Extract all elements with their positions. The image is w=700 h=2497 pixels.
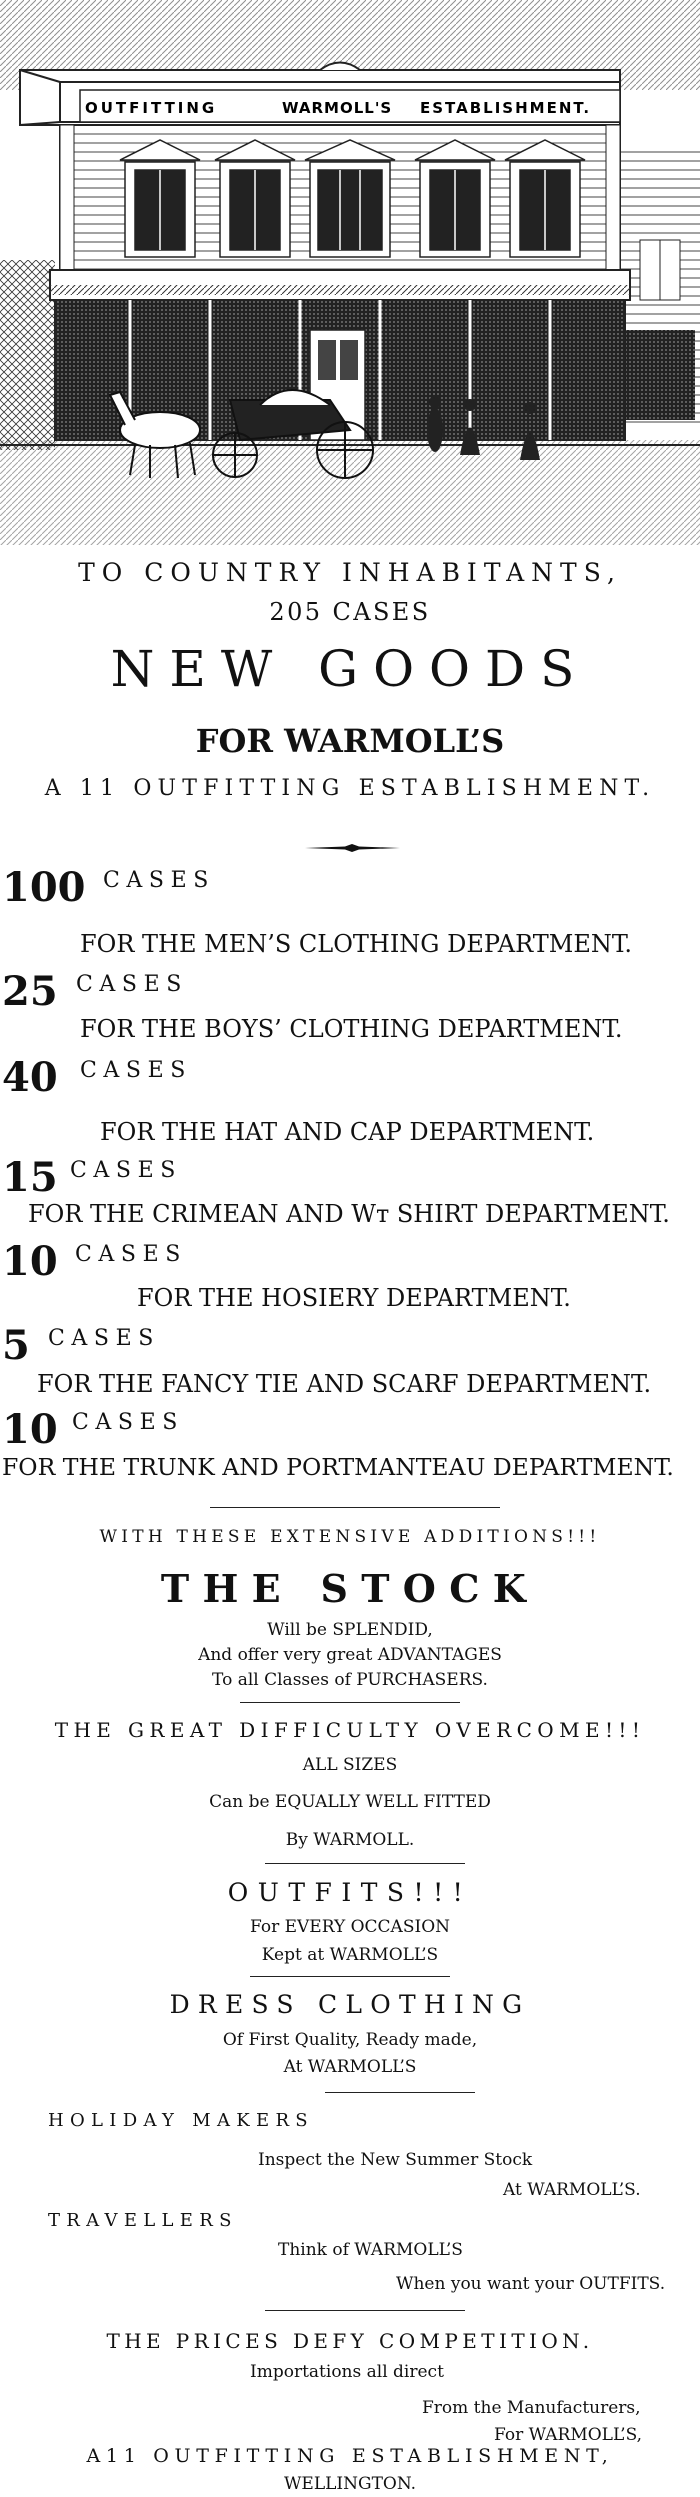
difficulty-line-3: By WARMOLL. [285,1830,415,1850]
outfits-line-2: Kept at WARMOLL’S [261,1945,439,1965]
divider-rule [265,1863,465,1864]
dept-unit: CASES [70,1158,182,1183]
difficulty-title: THE GREAT DIFFICULTY OVERCOME!!! [54,1718,646,1742]
dept-number: 100 [2,864,86,911]
difficulty-line-2: Can be EQUALLY WELL FITTED [209,1792,491,1812]
dept-number: 10 [2,1406,58,1453]
signboard-text-3: ESTABLISHMENT. [420,99,592,117]
dept-text: FOR THE MEN’S CLOTHING DEPARTMENT. [80,930,632,958]
footer-title: THE PRICES DEFY COMPETITION. [106,2329,594,2353]
footer-line-5: WELLINGTON. [283,2474,417,2494]
dept-number: 15 [2,1154,58,1201]
divider-rule [265,2310,465,2311]
dept-unit: CASES [103,868,215,893]
holiday-title: HOLIDAY MAKERS [48,2110,314,2131]
stock-line-2: And offer very great ADVANTAGES [198,1645,502,1665]
dept-unit: CASES [80,1058,192,1083]
divider-rule [250,1976,450,1977]
travellers-line-2: When you want your OUTFITS. [396,2274,666,2294]
difficulty-line-1: ALL SIZES [302,1755,398,1775]
dept-unit: CASES [72,1410,184,1435]
signboard-text-1: OUTFITTING [85,99,218,117]
heading-for-warmolls: FOR WARMOLL’S [195,722,505,760]
dept-text: FOR THE HOSIERY DEPARTMENT. [137,1284,571,1312]
dept-text: FOR THE CRIMEAN AND Wт SHIRT DEPARTMENT. [28,1200,670,1228]
dept-text: FOR THE FANCY TIE AND SCARF DEPARTMENT. [37,1370,652,1398]
travellers-line-1: Think of WARMOLL’S [278,2240,463,2260]
divider-rule [210,1507,500,1508]
footer-line-1: Importations all direct [250,2362,444,2382]
dress-line-1: Of First Quality, Ready made, [222,2030,478,2050]
stock-line-3: To all Classes of PURCHASERS. [212,1670,488,1690]
dept-number: 10 [2,1238,58,1285]
divider-rule [240,1702,460,1703]
dept-number: 40 [2,1054,58,1101]
holiday-line-2: At WARMOLL’S. [503,2180,641,2200]
footer-line-3: For WARMOLL’S, [494,2425,643,2445]
signboard-text-2: WARMOLL'S [282,99,393,117]
storefront-illustration [0,0,700,545]
stock-intro: WITH THESE EXTENSIVE ADDITIONS!!! [99,1527,601,1547]
stock-title: THE STOCK [160,1566,540,1611]
heading-new-goods: NEW GOODS [110,640,590,698]
heading-country-inhabitants: TO COUNTRY INHABITANTS, [78,558,622,587]
heading-establishment: A 11 OUTFITTING ESTABLISHMENT. [44,776,656,801]
holiday-line-1: Inspect the New Summer Stock [258,2150,533,2170]
dept-number: 25 [2,968,58,1015]
footer-line-2: From the Manufacturers, [422,2398,641,2418]
dept-unit: CASES [48,1326,160,1351]
ornament-divider [305,837,400,843]
footer-line-4: A11 OUTFITTING ESTABLISHMENT, [86,2445,614,2467]
dept-text: FOR THE HAT AND CAP DEPARTMENT. [100,1118,595,1146]
dress-line-2: At WARMOLL’S [283,2057,417,2077]
dept-text: FOR THE BOYS’ CLOTHING DEPARTMENT. [80,1015,623,1043]
dept-unit: CASES [76,972,188,997]
outfits-line-1: For EVERY OCCASION [249,1917,451,1937]
dept-number: 5 [2,1322,30,1369]
heading-cases-count: 205 CASES [269,598,431,626]
divider-rule [325,2092,475,2093]
dept-unit: CASES [75,1242,187,1267]
travellers-title: TRAVELLERS [48,2210,238,2231]
outfits-title: OUTFITS!!! [227,1878,473,1907]
dept-text: FOR THE TRUNK AND PORTMANTEAU DEPARTMENT. [2,1453,674,1481]
dress-title: DRESS CLOTHING [169,1990,531,2019]
stock-line-1: Will be SPLENDID, [267,1620,433,1640]
